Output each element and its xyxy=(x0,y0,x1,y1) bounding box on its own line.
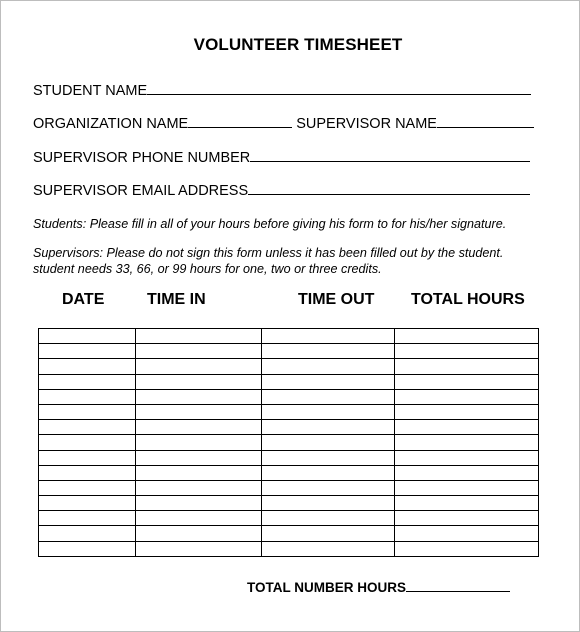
student-name-row xyxy=(33,80,531,99)
supervisor-email-field[interactable] xyxy=(248,180,530,195)
date-cell[interactable] xyxy=(39,344,136,359)
date-cell[interactable] xyxy=(39,465,136,480)
total-hours-cell[interactable] xyxy=(395,389,539,404)
table-row xyxy=(39,420,539,435)
total-hours-cell[interactable] xyxy=(395,359,539,374)
time-in-cell[interactable] xyxy=(135,389,261,404)
page-title: VOLUNTEER TIMESHEET xyxy=(193,35,403,54)
time-in-cell[interactable] xyxy=(135,480,261,495)
supervisor-name-label: SUPERVISOR NAME xyxy=(296,116,437,132)
supervisor-phone-field[interactable] xyxy=(250,147,530,162)
column-header-time-out: TIME OUT xyxy=(298,291,375,308)
time-in-cell[interactable] xyxy=(135,526,261,541)
total-hours-cell[interactable] xyxy=(395,435,539,450)
date-cell[interactable] xyxy=(39,526,136,541)
time-in-cell[interactable] xyxy=(135,344,261,359)
time-out-cell[interactable] xyxy=(261,511,395,526)
date-cell[interactable] xyxy=(39,374,136,389)
time-out-cell[interactable] xyxy=(261,450,395,465)
supervisors-note-line1: Supervisors: Please do not sign this form unless it has been filled out by the student. xyxy=(33,246,504,260)
table-row xyxy=(39,389,539,404)
total-hours-cell[interactable] xyxy=(395,420,539,435)
supervisor-email-label: SUPERVISOR EMAIL ADDRESS xyxy=(33,183,249,199)
organization-row xyxy=(33,113,534,132)
time-in-cell[interactable] xyxy=(135,359,261,374)
time-out-cell[interactable] xyxy=(261,465,395,480)
table-row xyxy=(39,496,539,511)
total-hours-field[interactable] xyxy=(406,579,510,592)
table-row xyxy=(39,329,539,344)
time-out-cell[interactable] xyxy=(261,420,395,435)
total-hours-row xyxy=(247,579,510,595)
table-row xyxy=(39,435,539,450)
time-in-cell[interactable] xyxy=(135,435,261,450)
student-name-label: STUDENT NAME xyxy=(33,83,148,99)
time-in-cell[interactable] xyxy=(135,404,261,419)
time-in-cell[interactable] xyxy=(135,465,261,480)
total-hours-cell[interactable] xyxy=(395,511,539,526)
time-out-cell[interactable] xyxy=(261,404,395,419)
time-out-cell[interactable] xyxy=(261,344,395,359)
organization-name-label: ORGANIZATION NAME xyxy=(33,116,189,132)
total-hours-cell[interactable] xyxy=(395,465,539,480)
table-row xyxy=(39,541,539,556)
time-in-cell[interactable] xyxy=(135,496,261,511)
time-out-cell[interactable] xyxy=(261,374,395,389)
column-header-time-in: TIME IN xyxy=(147,291,206,308)
supervisor-phone-label: SUPERVISOR PHONE NUMBER xyxy=(33,150,251,166)
supervisor-phone-row xyxy=(33,147,530,166)
date-cell[interactable] xyxy=(39,420,136,435)
date-cell[interactable] xyxy=(39,435,136,450)
table-row xyxy=(39,480,539,495)
date-cell[interactable] xyxy=(39,480,136,495)
time-in-cell[interactable] xyxy=(135,511,261,526)
time-out-cell[interactable] xyxy=(261,541,395,556)
total-hours-cell[interactable] xyxy=(395,344,539,359)
time-in-cell[interactable] xyxy=(135,329,261,344)
time-out-cell[interactable] xyxy=(261,526,395,541)
supervisors-note-line2: student needs 33, 66, or 99 hours for one, two or three credits. xyxy=(33,262,382,276)
time-out-cell[interactable] xyxy=(261,359,395,374)
time-out-cell[interactable] xyxy=(261,496,395,511)
total-hours-cell[interactable] xyxy=(395,541,539,556)
supervisor-email-row xyxy=(33,180,530,199)
total-hours-cell[interactable] xyxy=(395,374,539,389)
table-row xyxy=(39,465,539,480)
time-in-cell[interactable] xyxy=(135,420,261,435)
date-cell[interactable] xyxy=(39,511,136,526)
time-in-cell[interactable] xyxy=(135,450,261,465)
time-out-cell[interactable] xyxy=(261,480,395,495)
table-row xyxy=(39,526,539,541)
total-hours-label: TOTAL NUMBER HOURS xyxy=(247,580,407,595)
total-hours-cell[interactable] xyxy=(395,450,539,465)
date-cell[interactable] xyxy=(39,329,136,344)
date-cell[interactable] xyxy=(39,450,136,465)
time-in-cell[interactable] xyxy=(135,541,261,556)
total-hours-cell[interactable] xyxy=(395,526,539,541)
table-row xyxy=(39,374,539,389)
date-cell[interactable] xyxy=(39,389,136,404)
table-row xyxy=(39,404,539,419)
date-cell[interactable] xyxy=(39,496,136,511)
time-out-cell[interactable] xyxy=(261,329,395,344)
total-hours-cell[interactable] xyxy=(395,404,539,419)
total-hours-cell[interactable] xyxy=(395,480,539,495)
date-cell[interactable] xyxy=(39,404,136,419)
column-header-total-hours: TOTAL HOURS xyxy=(411,291,525,308)
total-hours-cell[interactable] xyxy=(395,329,539,344)
timesheet-table xyxy=(38,328,539,557)
table-row xyxy=(39,450,539,465)
supervisor-name-field[interactable] xyxy=(437,113,534,128)
total-hours-cell[interactable] xyxy=(395,496,539,511)
student-name-field[interactable] xyxy=(147,80,531,95)
date-cell[interactable] xyxy=(39,359,136,374)
table-row xyxy=(39,511,539,526)
time-out-cell[interactable] xyxy=(261,435,395,450)
organization-name-field[interactable] xyxy=(188,113,292,128)
time-in-cell[interactable] xyxy=(135,374,261,389)
column-header-date: DATE xyxy=(62,291,105,308)
date-cell[interactable] xyxy=(39,541,136,556)
table-row xyxy=(39,359,539,374)
time-out-cell[interactable] xyxy=(261,389,395,404)
table-row xyxy=(39,344,539,359)
students-note: Students: Please fill in all of your hours before giving his form to for his/her signature. xyxy=(33,217,507,231)
